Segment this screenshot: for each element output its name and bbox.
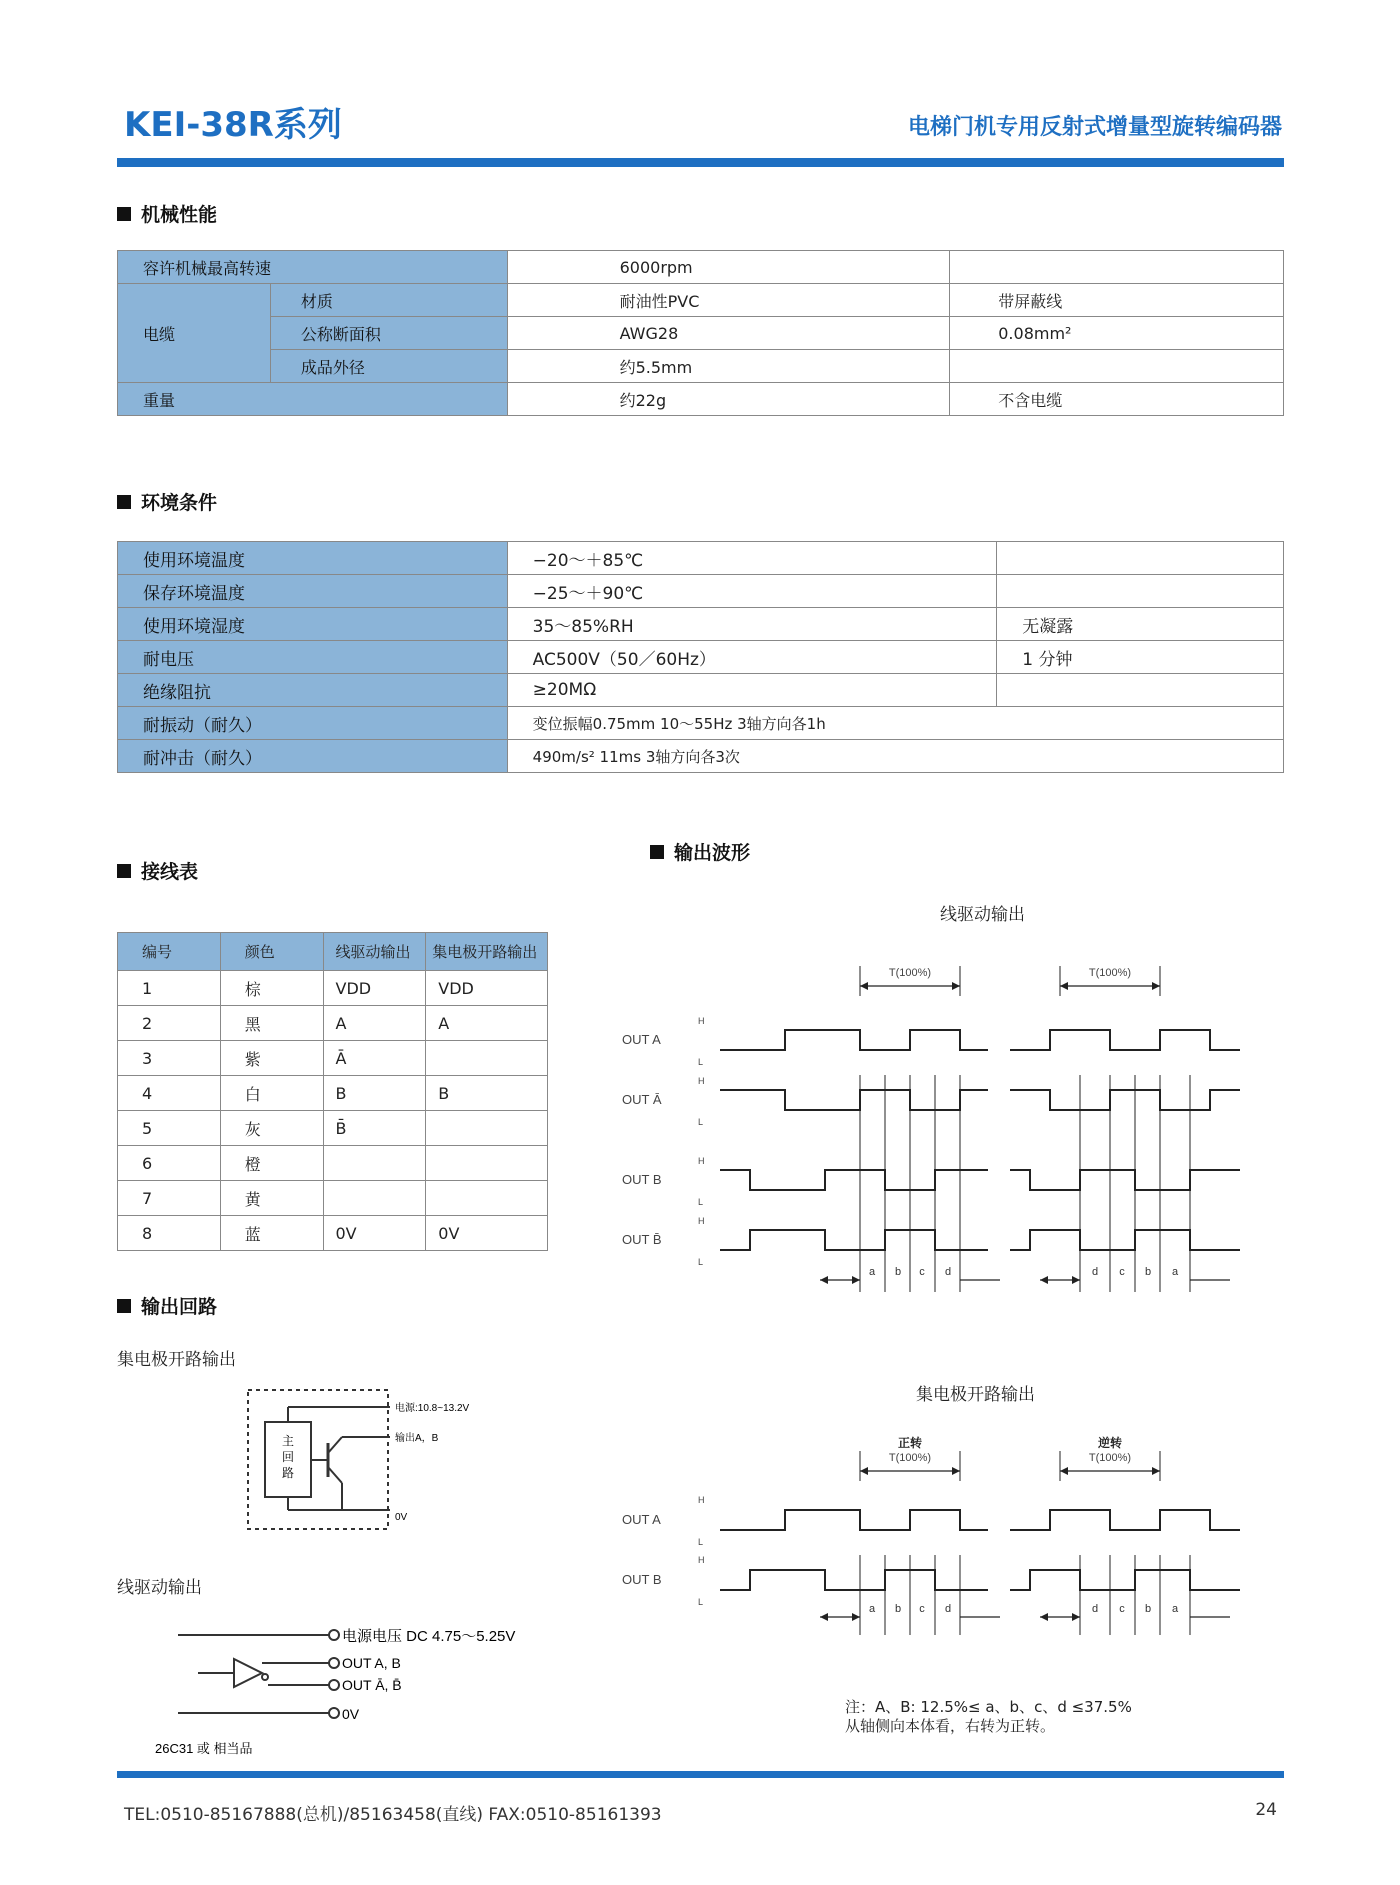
line-driver-circuit xyxy=(150,1615,550,1765)
main-circuit-label-3: 路 xyxy=(281,1466,295,1480)
phase-label: b xyxy=(1144,1266,1152,1278)
table-cell: 3 xyxy=(118,1041,221,1076)
note-cell: 无凝露 xyxy=(997,608,1284,641)
label-cell: 保存环境温度 xyxy=(118,575,508,608)
footer-contact: TEL:0510-85167888(总机)/85163458(直线) FAX:0510-85161393 xyxy=(124,1805,662,1825)
phase-label: b xyxy=(894,1266,902,1278)
section-mechanical-heading: 机械性能 xyxy=(117,200,217,227)
phase-label: b xyxy=(894,1603,902,1615)
wave-out-bbar-fwd xyxy=(720,1230,988,1250)
table-cell: B xyxy=(426,1076,548,1111)
waveform-note xyxy=(845,1698,1132,1736)
signal-label: OUT B̄ xyxy=(622,1232,662,1247)
wave-out-b-rev xyxy=(1010,1170,1240,1190)
note-cell: 不含电缆 xyxy=(950,383,1284,416)
note-cell: 带屏蔽线 xyxy=(950,284,1284,317)
product-subtitle: 电梯门机专用反射式增量型旋转编码器 xyxy=(907,115,1282,140)
table-row xyxy=(118,674,1284,707)
phase-arrow-left-head-r xyxy=(852,1613,860,1621)
table-cell: 6 xyxy=(118,1146,221,1181)
phase-arrow-left-head-l xyxy=(820,1613,828,1621)
label-cell: 电缆 xyxy=(118,284,271,383)
table-cell: 7 xyxy=(118,1181,221,1216)
low-label: L xyxy=(698,1257,704,1267)
table-cell: 0V xyxy=(323,1216,426,1251)
main-circuit-label-1: 主 xyxy=(281,1434,295,1448)
table-row xyxy=(118,740,1284,773)
period-label: T(100%) xyxy=(888,1452,932,1464)
note-cell: 1 分钟 xyxy=(997,641,1284,674)
table-cell: 橙 xyxy=(220,1146,323,1181)
page-number: 24 xyxy=(1255,1800,1277,1820)
table-row xyxy=(118,1006,548,1041)
low-label: L xyxy=(698,1537,704,1547)
phase-arrow-left-rev-head-r xyxy=(1072,1613,1080,1621)
table-row xyxy=(118,1181,548,1216)
high-label: H xyxy=(698,1216,705,1226)
table-row xyxy=(118,641,1284,674)
table-cell: 2 xyxy=(118,1006,221,1041)
phase-label: a xyxy=(1171,1266,1179,1278)
ld-out1-label: OUT A, B xyxy=(342,1655,401,1671)
value-cell: AWG28 xyxy=(507,317,950,350)
high-label: H xyxy=(698,1076,705,1086)
period-label: T(100%) xyxy=(1088,967,1132,979)
phase-label: c xyxy=(919,1266,925,1278)
table-cell xyxy=(323,1181,426,1216)
period-arrow-head-l xyxy=(1060,982,1068,990)
label-cell: 耐冲击（耐久） xyxy=(118,740,508,773)
phase-label: c xyxy=(919,1603,925,1615)
low-label: L xyxy=(698,1057,704,1067)
phase-arrow-left-rev-head-l xyxy=(1040,1613,1048,1621)
column-header: 编号 xyxy=(118,933,221,971)
phase-arrow-left-head-r xyxy=(852,1276,860,1284)
table-cell xyxy=(323,1146,426,1181)
waveform-note-line2: 从轴侧向本体看，右转为正转。 xyxy=(845,1717,1056,1735)
value-cell: −25～＋90℃ xyxy=(507,575,997,608)
value-cell: AC500V（50／60Hz） xyxy=(507,641,997,674)
wave-out-abar-fwd xyxy=(720,1090,988,1110)
waveform-line-driver xyxy=(610,960,1260,1305)
table-cell: 白 xyxy=(220,1076,323,1111)
period-arrow-head-r xyxy=(952,982,960,990)
table-row xyxy=(118,1216,548,1251)
table-row xyxy=(118,1146,548,1181)
period-label: T(100%) xyxy=(1088,1452,1132,1464)
table-cell: Ā xyxy=(323,1041,426,1076)
note-cell xyxy=(997,575,1284,608)
column-header: 线驱动输出 xyxy=(323,933,426,971)
low-label: L xyxy=(698,1597,704,1607)
value-cell: 490m/s² 11ms 3轴方向各3次 xyxy=(507,740,1283,773)
table-row xyxy=(118,284,1284,317)
oc-output-label: 输出A，B xyxy=(395,1433,439,1444)
phase-label: d xyxy=(1091,1603,1099,1615)
table-cell: A xyxy=(323,1006,426,1041)
table-row xyxy=(118,608,1284,641)
table-row xyxy=(118,1076,548,1111)
period-arrow-head-r xyxy=(1152,1467,1160,1475)
section-output-circuit-heading: 输出回路 xyxy=(117,1292,217,1319)
phase-label: a xyxy=(868,1266,876,1278)
wave-oc-b-fwd xyxy=(720,1570,988,1590)
label-cell: 使用环境湿度 xyxy=(118,608,508,641)
label-cell: 成品外径 xyxy=(270,350,507,383)
label-cell: 使用环境温度 xyxy=(118,542,508,575)
environment-table xyxy=(117,541,1284,773)
wave-out-bbar-rev xyxy=(1010,1230,1240,1250)
wave-out-a-rev xyxy=(1010,1030,1240,1050)
table-row xyxy=(118,707,1284,740)
table-cell: 棕 xyxy=(220,971,323,1006)
phase-arrow-left-rev-head-r xyxy=(1072,1276,1080,1284)
wave-oc-a-fwd xyxy=(720,1510,988,1530)
value-cell: 35～85%RH xyxy=(507,608,997,641)
table-cell: 8 xyxy=(118,1216,221,1251)
period-label: T(100%) xyxy=(888,967,932,979)
high-label: H xyxy=(698,1495,705,1505)
phase-label: d xyxy=(944,1266,952,1278)
signal-label: OUT A xyxy=(622,1032,661,1047)
open-collector-title: 集电极开路输出 xyxy=(117,1350,236,1370)
table-cell: 灰 xyxy=(220,1111,323,1146)
wave-out-a-fwd xyxy=(720,1030,988,1050)
note-cell xyxy=(997,542,1284,575)
period-arrow-head-l xyxy=(860,982,868,990)
value-cell: 约5.5mm xyxy=(507,350,950,383)
reverse-label: 逆转 xyxy=(1097,1436,1123,1450)
table-cell: 1 xyxy=(118,971,221,1006)
phase-label: d xyxy=(944,1603,952,1615)
phase-label: d xyxy=(1091,1266,1099,1278)
label-cell: 公称断面积 xyxy=(270,317,507,350)
label-cell: 绝缘阻抗 xyxy=(118,674,508,707)
section-wiring-heading: 接线表 xyxy=(117,857,198,884)
ld-chip-label: 26C31 或 相当品 xyxy=(155,1741,253,1756)
label-cell: 容许机械最高转速 xyxy=(118,251,508,284)
table-row xyxy=(118,350,1284,383)
header-rule xyxy=(117,158,1284,167)
period-arrow-head-r xyxy=(952,1467,960,1475)
table-header-row xyxy=(118,933,548,971)
table-cell xyxy=(426,1181,548,1216)
value-cell: 约22g xyxy=(507,383,950,416)
label-cell: 耐电压 xyxy=(118,641,508,674)
table-cell: 紫 xyxy=(220,1041,323,1076)
table-cell: VDD xyxy=(426,971,548,1006)
table-row xyxy=(118,317,1284,350)
phase-label: a xyxy=(1171,1603,1179,1615)
oc-power-label: 电源:10.8~13.2V xyxy=(395,1403,470,1414)
value-cell: 6000rpm xyxy=(507,251,950,284)
table-row xyxy=(118,383,1284,416)
section-waveform-heading: 输出波形 xyxy=(650,838,750,865)
note-cell: 0.08mm² xyxy=(950,317,1284,350)
value-cell: 耐油性PVC xyxy=(507,284,950,317)
mechanical-table xyxy=(117,250,1284,416)
table-row xyxy=(118,251,1284,284)
waveform-open-collector xyxy=(610,1425,1260,1650)
phase-label: b xyxy=(1144,1603,1152,1615)
low-label: L xyxy=(698,1197,704,1207)
table-cell xyxy=(426,1146,548,1181)
period-arrow-head-l xyxy=(1060,1467,1068,1475)
table-cell: VDD xyxy=(323,971,426,1006)
wave-oc-b-rev xyxy=(1010,1570,1240,1590)
note-cell xyxy=(950,350,1284,383)
wave-oc-a-rev xyxy=(1010,1510,1240,1530)
table-cell xyxy=(426,1111,548,1146)
phase-label: a xyxy=(868,1603,876,1615)
signal-label: OUT B xyxy=(622,1172,662,1187)
column-header: 集电极开路输出 xyxy=(426,933,548,971)
waveform-oc-title: 集电极开路输出 xyxy=(916,1385,1035,1405)
table-row xyxy=(118,1111,548,1146)
value-cell: 变位振幅0.75mm 10～55Hz 3轴方向各1h xyxy=(507,707,1283,740)
section-environment-heading: 环境条件 xyxy=(117,488,217,515)
wave-out-b-fwd xyxy=(720,1170,988,1190)
phase-label: c xyxy=(1119,1603,1125,1615)
waveform-note-line1: 注：A、B: 12.5%≤ a、b、c、d ≤37.5% xyxy=(845,1698,1132,1716)
table-cell: 5 xyxy=(118,1111,221,1146)
label-cell: 重量 xyxy=(118,383,508,416)
label-cell: 耐振动（耐久） xyxy=(118,707,508,740)
series-title: KEI-38R系列 xyxy=(124,105,342,145)
line-driver-title: 线驱动输出 xyxy=(117,1578,202,1598)
main-circuit-label-2: 回 xyxy=(281,1450,295,1464)
signal-label: OUT B xyxy=(622,1572,662,1587)
value-cell: ≥20MΩ xyxy=(507,674,997,707)
footer-rule xyxy=(117,1771,1284,1778)
wiring-table xyxy=(117,932,548,1251)
phase-arrow-left-head-l xyxy=(820,1276,828,1284)
label-cell: 材质 xyxy=(270,284,507,317)
high-label: H xyxy=(698,1156,705,1166)
table-cell: B xyxy=(323,1076,426,1111)
table-cell: 蓝 xyxy=(220,1216,323,1251)
value-cell: −20～＋85℃ xyxy=(507,542,997,575)
ld-out2-label: OUT Ā, B̄ xyxy=(342,1677,402,1693)
oc-gnd-label: 0V xyxy=(395,1512,408,1523)
table-row xyxy=(118,542,1284,575)
high-label: H xyxy=(698,1016,705,1026)
period-arrow-head-l xyxy=(860,1467,868,1475)
table-cell: 4 xyxy=(118,1076,221,1111)
table-row xyxy=(118,971,548,1006)
note-cell xyxy=(950,251,1284,284)
signal-label: OUT A xyxy=(622,1512,661,1527)
table-cell: B̄ xyxy=(323,1111,426,1146)
waveform-ld-title: 线驱动输出 xyxy=(940,905,1025,925)
high-label: H xyxy=(698,1555,705,1565)
table-cell: A xyxy=(426,1006,548,1041)
wave-out-abar-rev xyxy=(1010,1090,1240,1110)
table-cell: 0V xyxy=(426,1216,548,1251)
table-row xyxy=(118,1041,548,1076)
low-label: L xyxy=(698,1117,704,1127)
forward-label: 正转 xyxy=(897,1436,923,1450)
phase-arrow-left-rev-head-l xyxy=(1040,1276,1048,1284)
column-header: 颜色 xyxy=(220,933,323,971)
note-cell xyxy=(997,674,1284,707)
ld-power-label: 电源电压 DC 4.75～5.25V xyxy=(342,1628,516,1645)
signal-label: OUT Ā xyxy=(622,1092,662,1107)
table-row xyxy=(118,575,1284,608)
ld-gnd-label: 0V xyxy=(342,1706,360,1722)
table-cell: 黑 xyxy=(220,1006,323,1041)
table-cell xyxy=(426,1041,548,1076)
phase-label: c xyxy=(1119,1266,1125,1278)
period-arrow-head-r xyxy=(1152,982,1160,990)
open-collector-circuit xyxy=(240,1385,540,1535)
table-cell: 黄 xyxy=(220,1181,323,1216)
